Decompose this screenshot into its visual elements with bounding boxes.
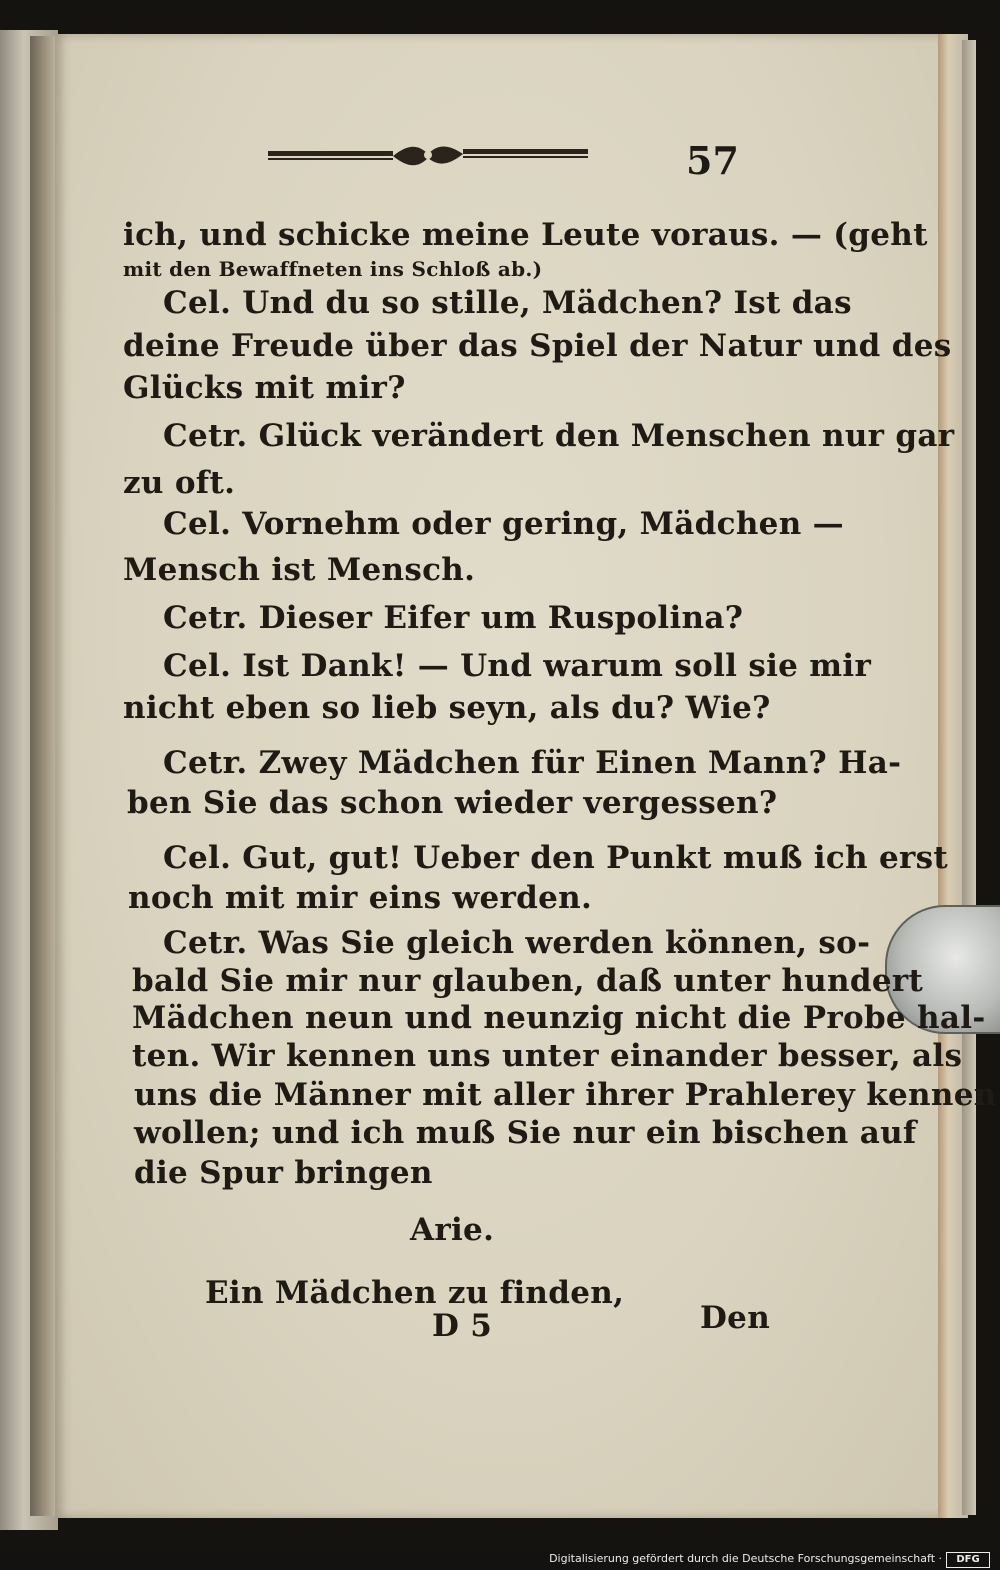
text-line: uns die Männer mit aller ihrer Prahlerey kennen xyxy=(134,1077,997,1113)
aria-first-line: Ein Mädchen zu finden, xyxy=(205,1275,625,1311)
text-line: Mensch ist Mensch. xyxy=(123,552,476,588)
text-line: Cel. Vornehm oder gering, Mädchen — xyxy=(163,506,844,542)
text-line: Cetr. Was Sie gleich werden können, so- xyxy=(163,925,871,961)
text-line: die Spur bringen xyxy=(134,1155,433,1191)
text-line: Glücks mit mir? xyxy=(123,370,406,406)
text-line: deine Freude über das Spiel der Natur und des xyxy=(123,328,952,364)
text-line: Cetr. Glück verändert den Menschen nur gar xyxy=(163,418,955,454)
page-number: 57 xyxy=(686,138,739,183)
signature-mark: D 5 xyxy=(432,1308,493,1344)
catchword: Den xyxy=(700,1300,771,1336)
digitization-credit: Digitalisierung gefördert durch die Deutsche Forschungsgemeinschaft · xyxy=(549,1552,942,1565)
text-line: Cel. Ist Dank! — Und warum soll sie mir xyxy=(163,648,872,684)
text-line: ich, und schicke meine Leute voraus. — (geht xyxy=(123,217,928,253)
text-line: Cetr. Dieser Eifer um Ruspolina? xyxy=(163,600,744,636)
page-fore-edge-outer xyxy=(962,40,976,1515)
text-line: Mädchen neun und neunzig nicht die Probe hal- xyxy=(132,1000,986,1036)
text-line: zu oft. xyxy=(123,465,236,501)
text-line: nicht eben so lieb seyn, als du? Wie? xyxy=(123,690,771,726)
text-line: bald Sie mir nur glauben, daß unter hundert xyxy=(132,963,924,999)
text-line: Cel. Gut, gut! Ueber den Punkt muß ich erst xyxy=(163,840,948,876)
aria-heading: Arie. xyxy=(410,1212,495,1248)
text-line: noch mit mir eins werden. xyxy=(128,880,593,916)
dfg-logo: DFG xyxy=(946,1552,990,1568)
text-line: wollen; und ich muß Sie nur ein bischen auf xyxy=(134,1115,917,1151)
text-line: mit den Bewaffneten ins Schloß ab.) xyxy=(123,257,543,281)
text-line: Cetr. Zwey Mädchen für Einen Mann? Ha- xyxy=(163,745,902,781)
header-ornament-rule xyxy=(268,140,588,172)
text-line: Cel. Und du so stille, Mädchen? Ist das xyxy=(163,285,852,321)
text-line: ben Sie das schon wieder vergessen? xyxy=(127,785,778,821)
text-line: ten. Wir kennen uns unter einander besser, als xyxy=(132,1038,963,1074)
